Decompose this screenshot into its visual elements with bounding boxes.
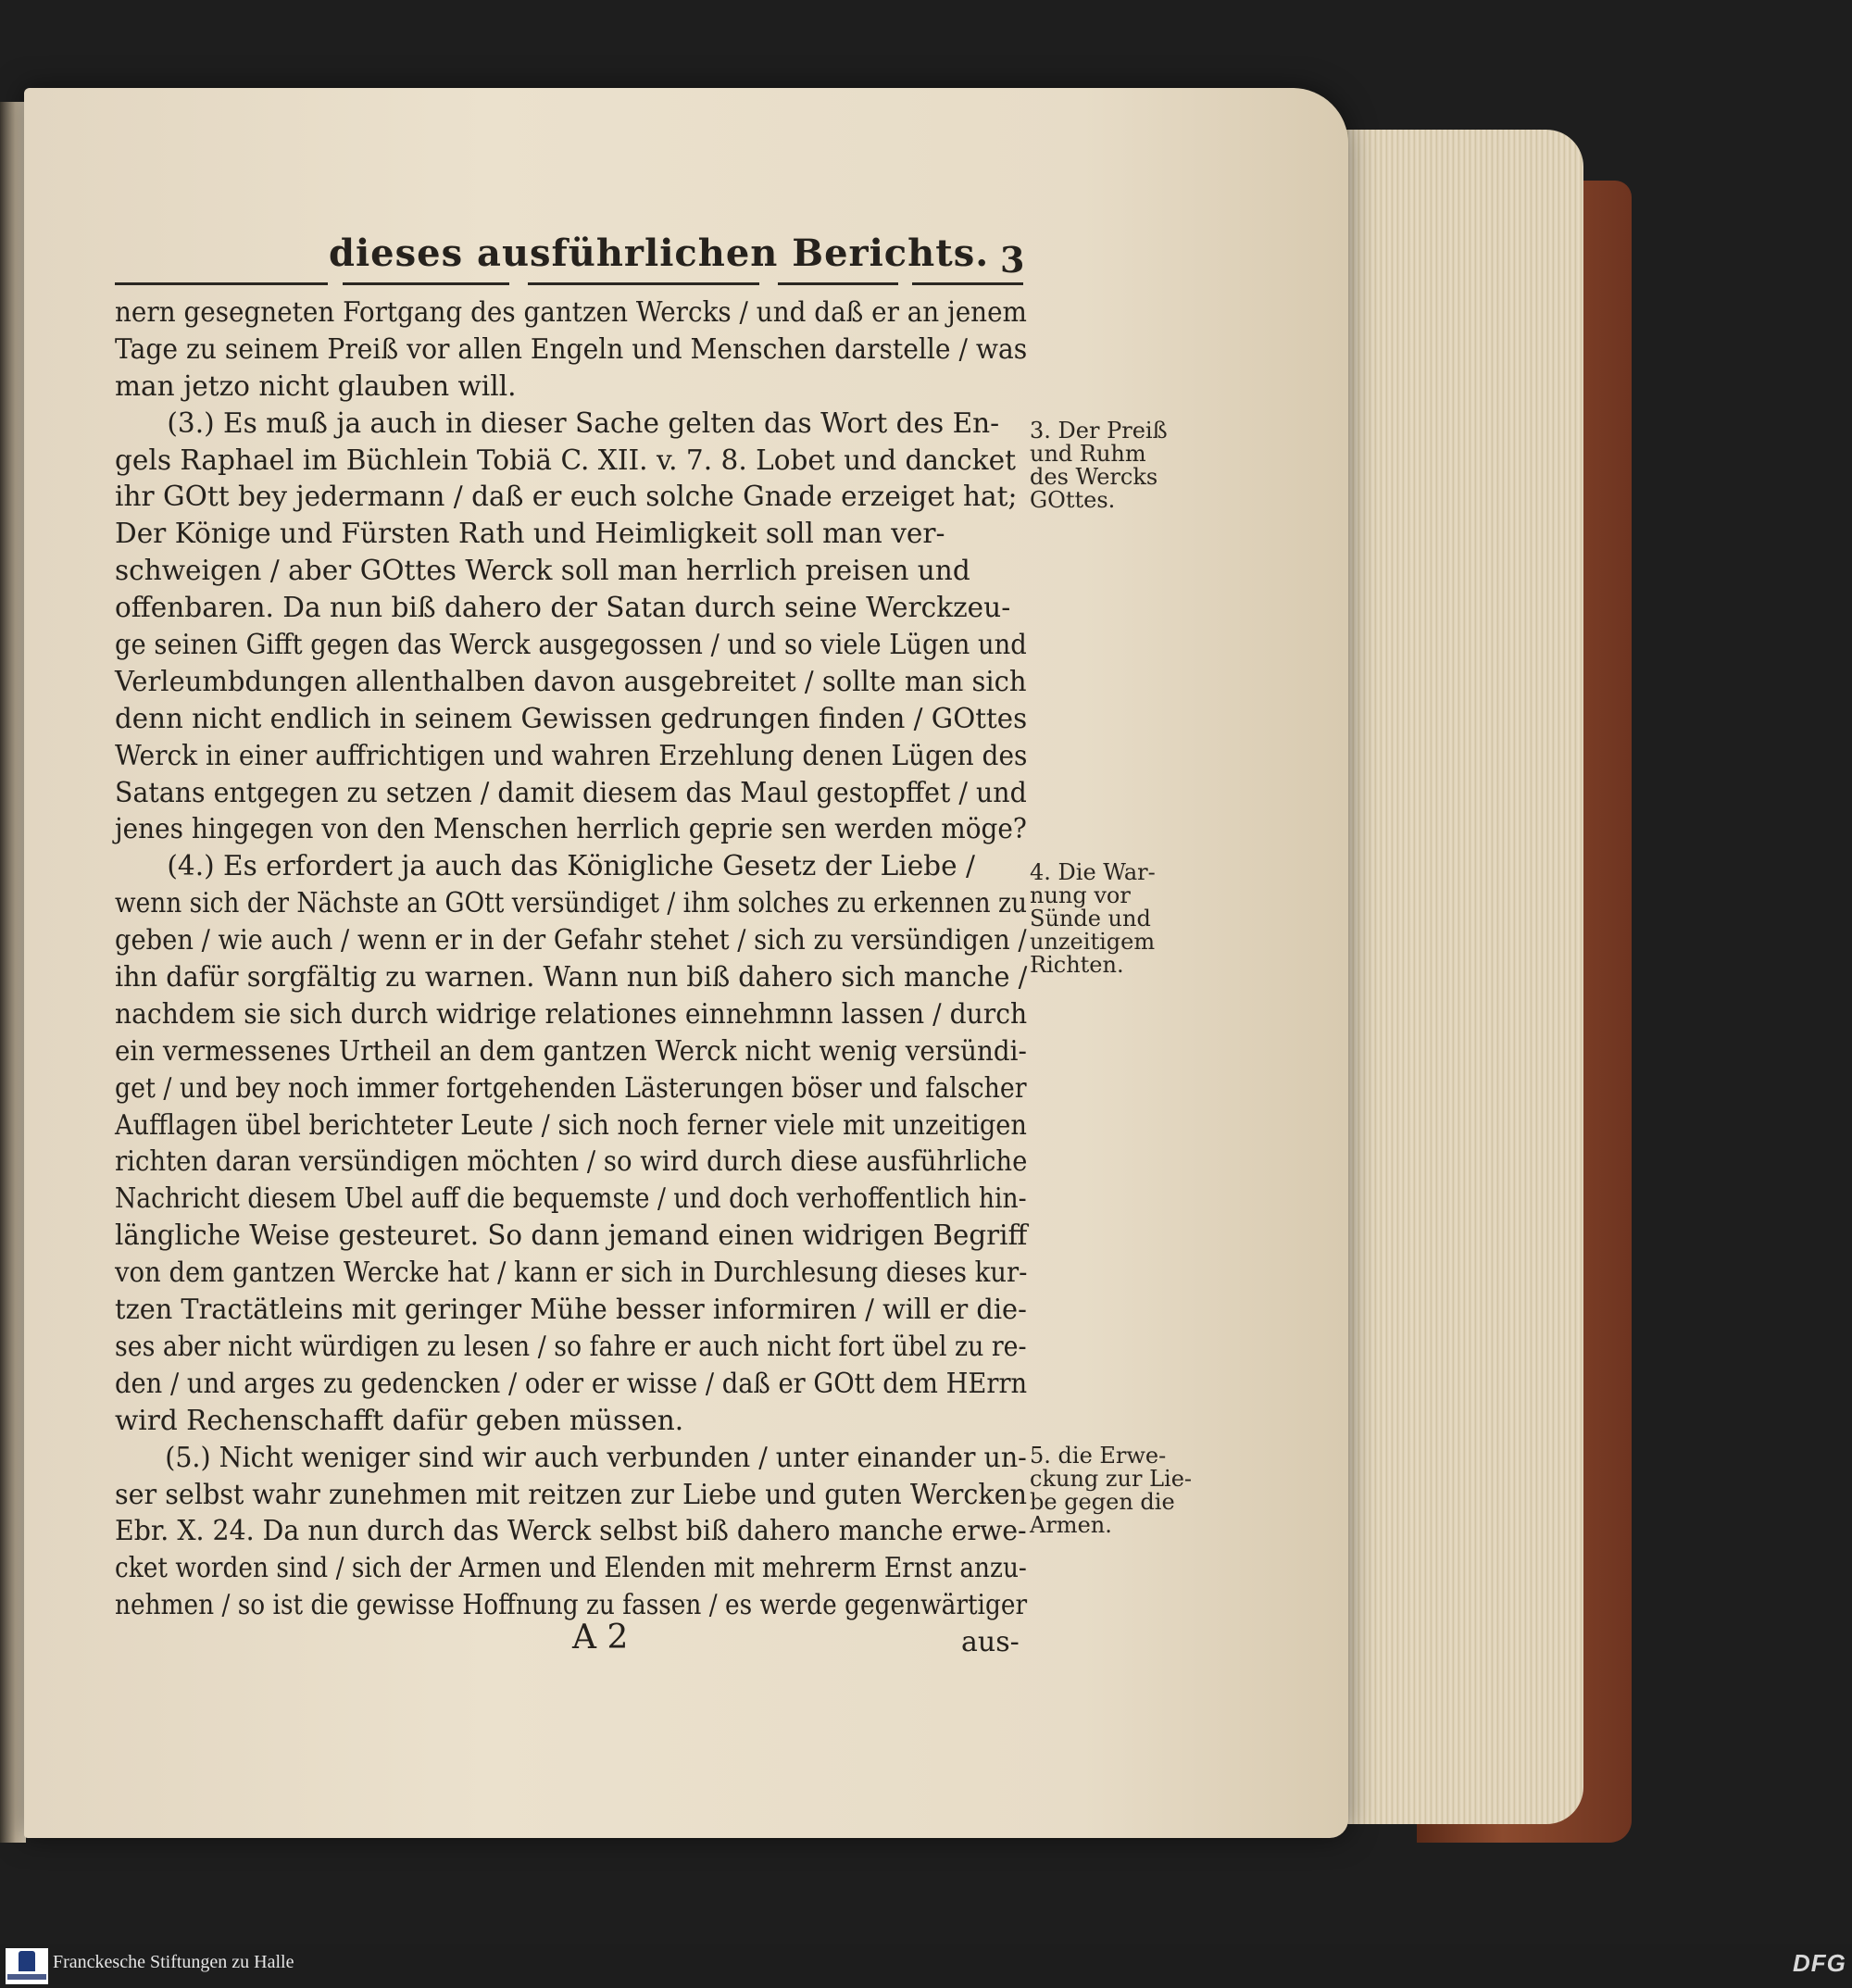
running-head: dieses ausführlichen Berichts. [329, 231, 990, 275]
text-line: Werck in einer auffrichtigen und wahren Erzehlung denen Lügen des [115, 739, 1028, 772]
text-line: (5.) Nicht weniger sind wir auch verbunden / unter einander un- [115, 1441, 1027, 1474]
head-rule-left [115, 282, 328, 285]
margin-note-3: 3. Der Preiß und Ruhm des Wercks GOttes. [1030, 418, 1168, 513]
building-icon [19, 1951, 35, 1971]
text-line: ihn dafür sorgfältig zu warnen. Wann nun biß dahero sich manche / [115, 961, 1028, 994]
text-line: von dem gantzen Wercke hat / kann er sich in Durchlesung dieses kur- [115, 1257, 1028, 1290]
text-line: gels Raphael im Büchlein Tobiä C. XII. v. 7. 8. Lobet und dancket [115, 444, 1016, 477]
head-rule-right [912, 282, 1023, 285]
text-line: offenbaren. Da nun biß dahero der Satan durch seine Werckzeu- [115, 592, 1011, 625]
page-stack-edge [1315, 130, 1583, 1824]
text-line: Der Könige und Fürsten Rath und Heimligkeit soll man ver- [115, 518, 945, 551]
text-line: schweigen / aber GOttes Werck soll man herrlich preisen und [115, 555, 970, 588]
text-line: (4.) Es erfordert ja auch das Königliche Gesetz der Liebe / [115, 850, 975, 883]
text-line: Verleumbdungen allenthalben davon ausgebreitet / sollte man sich [115, 665, 1027, 698]
text-line: nehmen / so ist die gewisse Hoffnung zu fassen / es werde gegenwärtiger [115, 1589, 1028, 1622]
logo-wordmark-bar [7, 1974, 46, 1980]
margin-note-4: 4. Die War- nung vor Sünde und unzeitigem Richten. [1030, 859, 1156, 978]
text-line: längliche Weise gesteuret. So dann jemand einen widrigen Begriff [115, 1219, 1028, 1253]
text-line: get / und bey noch immer fortgehenden Lästerungen böser und falscher [115, 1071, 1027, 1105]
text-line: Tage zu seinem Preiß vor allen Engeln und Menschen darstelle / was [115, 332, 1028, 366]
text-line: man jetzo nicht glauben will. [115, 369, 517, 403]
text-line: denn nicht endlich in seinem Gewissen gedrungen finden / GOttes [115, 702, 1028, 735]
catchword: aus- [961, 1626, 1020, 1658]
page-number: 3 [1000, 239, 1025, 281]
text-line: wenn sich der Nächste an GOtt versündiget / ihm solches zu erkennen zu [115, 887, 1027, 920]
text-line: Nachricht diesem Ubel auff die bequemste / und doch verhoffentlich hin- [115, 1182, 1027, 1216]
text-line: richten daran versündigen möchten / so wird durch diese ausführliche [115, 1145, 1028, 1179]
text-line: wird Rechenschafft dafür geben müssen. [115, 1404, 684, 1437]
body-text [115, 294, 1041, 1624]
text-line: jenes hingegen von den Menschen herrlich geprie sen werden möge? [115, 813, 1027, 846]
institution-name[interactable]: Franckesche Stiftungen zu Halle [53, 1952, 294, 1972]
head-rule-mid-left [343, 282, 509, 285]
dfg-logo[interactable]: DFG [1793, 1949, 1846, 1977]
text-line: ses aber nicht würdigen zu lesen / so fahre er auch nicht fort übel zu re- [115, 1330, 1027, 1363]
institution-logo[interactable] [6, 1948, 48, 1984]
left-page-edge [0, 102, 26, 1843]
margin-note-5: 5. die Erwe- ckung zur Lie- be gegen die Armen. [1030, 1443, 1193, 1538]
text-line: ser selbst wahr zunehmen mit reitzen zur Liebe und guten Wercken [115, 1478, 1027, 1511]
text-line: geben / wie auch / wenn er in der Gefahr stehet / sich zu versündigen / [115, 924, 1027, 957]
text-line: cket worden sind / sich der Armen und Elenden mit mehrerm Ernst anzu- [115, 1552, 1027, 1585]
text-line: ein vermessenes Urtheil an dem gantzen Werck nicht wenig versündi- [115, 1034, 1027, 1068]
text-line: (3.) Es muß ja auch in dieser Sache gelten das Wort des En- [115, 406, 1000, 440]
text-line: Ebr. X. 24. Da nun durch das Werck selbst biß dahero manche erwe- [115, 1515, 1027, 1548]
text-line: ge seinen Gifft gegen das Werck ausgegossen / und so viele Lügen und [115, 629, 1027, 662]
head-rule-mid-right [778, 282, 898, 285]
head-rule-mid [528, 282, 759, 285]
text-line: Aufflagen übel berichteter Leute / sich noch ferner viele mit unzeitigen [115, 1108, 1027, 1142]
signature-mark: A 2 [572, 1619, 629, 1657]
text-line: Satans entgegen zu setzen / damit diesem das Maul gestopffet / und [115, 776, 1027, 809]
text-line: ihr GOtt bey jedermann / daß er euch solche Gnade erzeiget hat; [115, 481, 1018, 514]
text-line: nern gesegneten Fortgang des gantzen Wercks / und daß er an jenem [115, 296, 1027, 329]
text-line: nachdem sie sich durch widrige relationes einnehmnn lassen / durch [115, 997, 1028, 1031]
text-line: tzen Tractätleins mit geringer Mühe besser informiren / will er die- [115, 1294, 1027, 1327]
text-line: den / und arges zu gedencken / oder er wisse / daß er GOtt dem HErrn [115, 1367, 1028, 1400]
